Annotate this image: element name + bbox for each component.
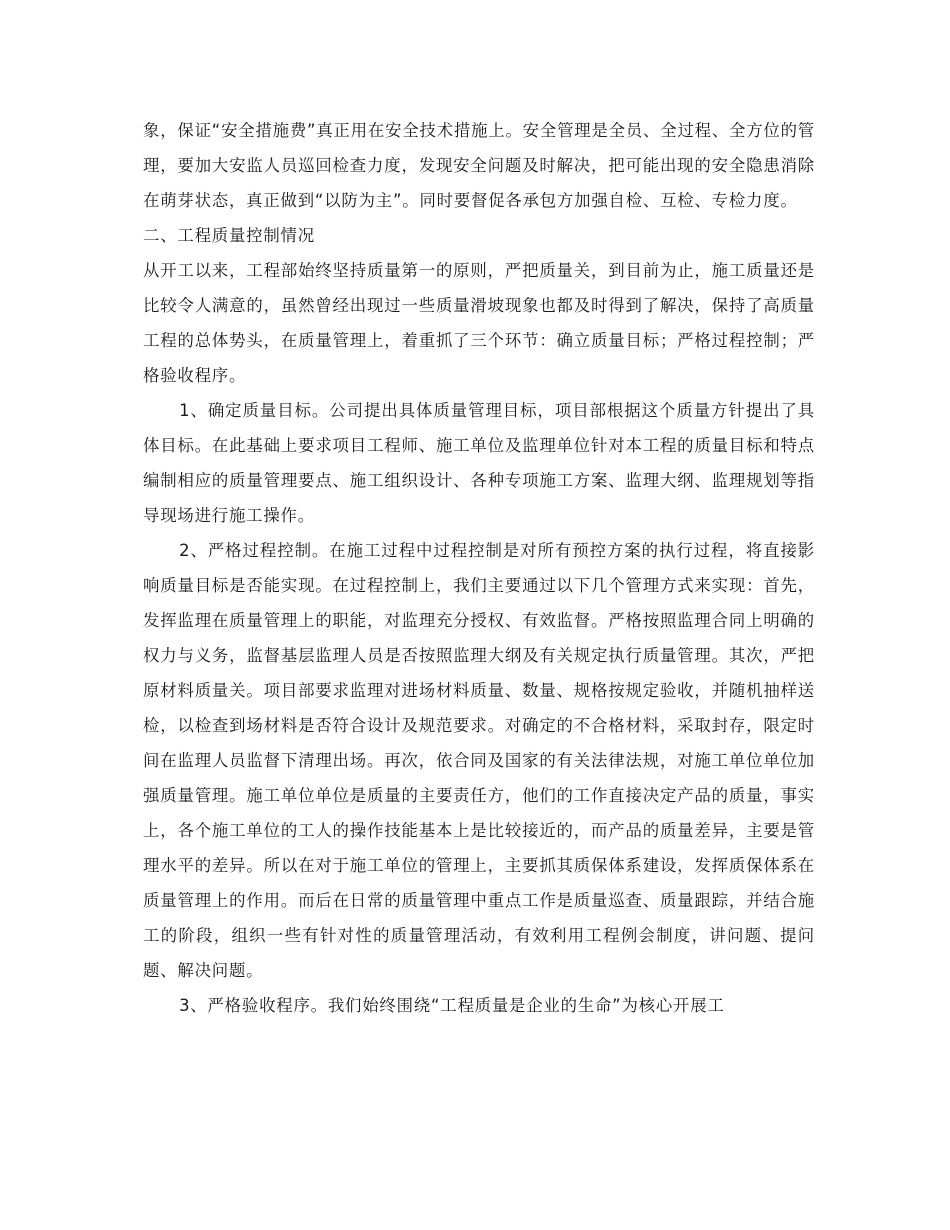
- paragraph-acceptance-procedure: 3、严格验收程序。我们始终围绕“工程质量是企业的生命”为核心开展工: [179, 996, 725, 1015]
- section-heading-quality-control: 二、工程质量控制情况: [143, 226, 315, 245]
- paragraph-quality-overview: 从开工以来，工程部始终坚持质量第一的原则，严把质量关，到目前为止，施工质量还是比较令人满意的，虽然曾经出现过一些质量滑坡现象也都及时得到了解决，保持了高质量工程的总体势头，在质量管理上，着重抓了三个环节：确立质量目标；严格过程控制；严格验收程序。: [143, 261, 815, 385]
- document-body: [143, 113, 815, 1023]
- paragraph-safety-continuation: 象，保证“安全措施费”真正用在安全技术措施上。安全管理是全员、全过程、全方位的管理，要加大安监人员巡回检查力度，发现安全问题及时解决，把可能出现的安全隐患消除在萌芽状态，真正做到“以防为主”。同时要督促各承包方加强自检、互检、专检力度。: [143, 121, 815, 210]
- paragraph-process-control: 2、严格过程控制。在施工过程中过程控制是对所有预控方案的执行过程，将直接影响质量目标是否能实现。在过程控制上，我们主要通过以下几个管理方式来实现：首先，发挥监理在质量管理上的职能，对监理充分授权、有效监督。严格按照监理合同上明确的权力与义务，监督基层监理人员是否按照监理大纲及有关规定执行质量管理。其次，严把原材料质量关。项目部要求监理对进场材料质量、数量、规格按规定验收，并随机抽样送检，以检查到场材料是否符合设计及规范要求。对确定的不合格材料，采取封存，限定时间在监理人员监督下清理出场。再次，依合同及国家的有关法律法规，对施工单位单位加强质量管理。施工单位单位是质量的主要责任方，他们的工作直接决定产品的质量，事实上，各个施工单位的工人的操作技能基本上是比较接近的，而产品的质量差异，主要是管理水平的差异。所以在对于施工单位的管理上，主要抓其质保体系建设，发挥质保体系在质量管理上的作用。而后在日常的质量管理中重点工作是质量巡查、质量跟踪，并结合施工的阶段，组织一些有针对性的质量管理活动，有效利用工程例会制度，讲问题、提问题、解决问题。: [143, 541, 815, 980]
- paragraph-quality-goal: 1、确定质量目标。公司提出具体质量管理目标，项目部根据这个质量方针提出了具体目标。在此基础上要求项目工程师、施工单位及监理单位针对本工程的质量目标和特点编制相应的质量管理要点、施工组织设计、各种专项施工方案、监理大纲、监理规划等指导现场进行施工操作。: [143, 401, 815, 525]
